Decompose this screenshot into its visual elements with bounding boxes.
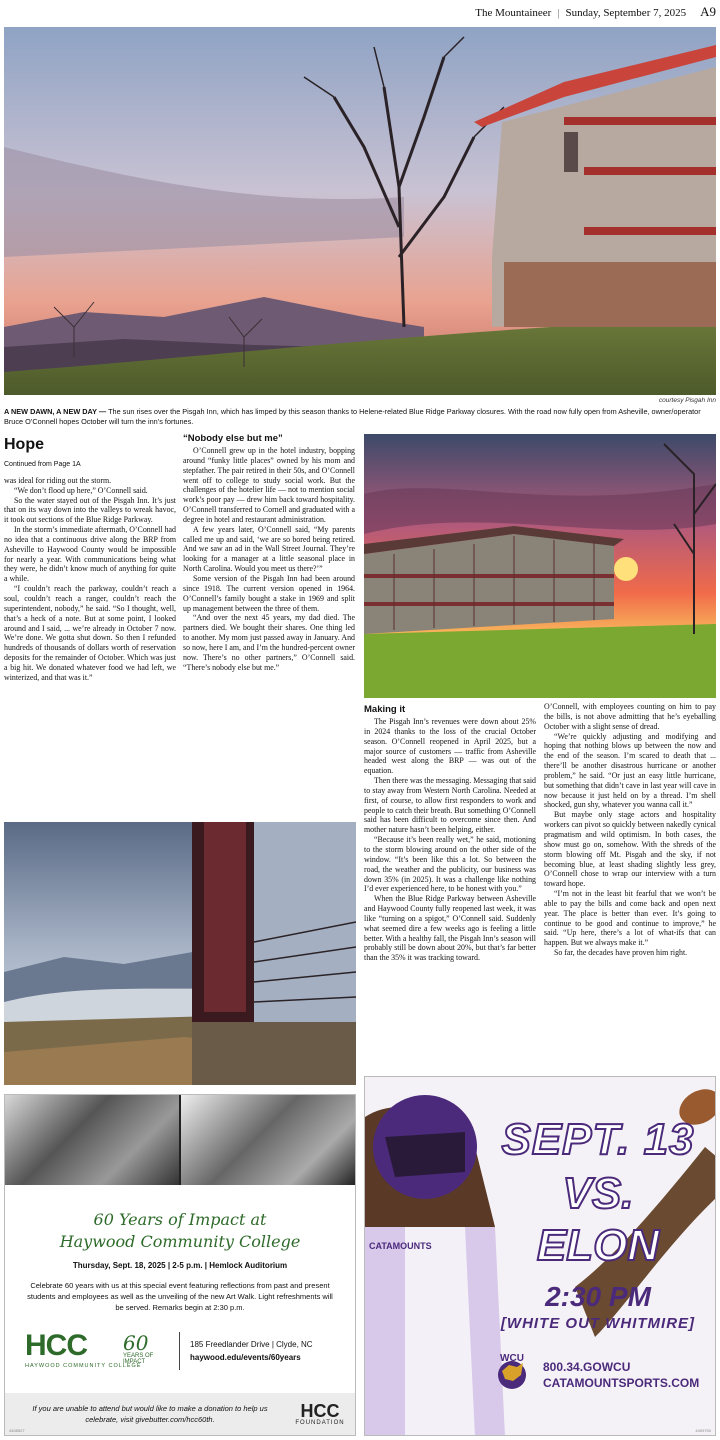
versus: VS. [562, 1169, 634, 1218]
hcc-logo-60: 60 [123, 1331, 149, 1355]
hcc-logo-letters: HCC [25, 1329, 87, 1362]
paragraph: “I couldn’t reach the parkway, couldn’t reach a soul, couldn’t reach a ranger, couldn’t reach the superintendent, nobody,” he said. “So I thought, well, that’s a heck of a note. But at some point, I looked around and I said, ... we’re already in October 7 now. We’re done. We gotta shut down. So then I refunded hundreds of thousands of dollars worth of reservation deposits for the remainder of October. Which was just a big hit. We donated whatever food we had left, we winterized, and that was it.” [4, 584, 176, 682]
paragraph: “We don’t flood up here,” O’Connell said. [14, 485, 148, 495]
paragraph: was ideal for riding out the storm. [4, 475, 112, 485]
paragraph: The Pisgah Inn’s revenues were down about 25% in 2024 thanks to the loss of the crucial October season. O’Connell reopened in April 2025, but a major source of customers — traffic from Asheville headed west along the BRP — was out of the equation. [364, 717, 536, 776]
paragraph: So far, the decades have proven him right. [554, 948, 688, 958]
hcc-event-description: Celebrate 60 years with us at this special event featuring reflections from past and present students and employees as well as the unveiling of the new Art Walk. Light refreshments will be served. Remarks begin at 2:30 p.m. [27, 1281, 333, 1312]
hcc-logo [25, 1331, 167, 1371]
paragraph: In the storm’s immediate aftermath, O’Connell had no idea that a continuous drive along the BRP from Asheville to Haywood County would be impossible for nearly a year. With communications being what they were, he didn’t know much of anything for quite a while. [4, 525, 176, 584]
paragraph: When the Blue Ridge Parkway between Asheville and Haywood County fully reopened last week, it was like “turning on a spigot,” O’Connell said. Suddenly what seemed dire a few weeks ago is feeling a little better. With a healthy fall, the Pisgah Inn’s season will probably still be down about 20%, but that’s far better than the 35% it was tracking toward. [364, 894, 536, 963]
photo-balcony-view [4, 822, 356, 1085]
issue-date: Sunday, September 7, 2025 [565, 7, 687, 19]
cutline-text: The sun rises over the Pisgah Inn, which has limped by this season thanks to Helene-related Blue Ridge Parkway closures. With the road now fully open from Asheville, owner/operator Bruce O’Connell hopes October will turn the inn’s fortunes. [4, 407, 701, 426]
paragraph: O’Connell grew up in the hotel industry, bopping around “funky little places” owned by his mom and stepfather. The pair retired in their 50s, and O’Connell went off to college to study social work. But the challenges of the hotelier life — not to mention social work’s poor pay — drew him back toward hospitality. O’Connell transferred to Cornell and graduated with a degree in hotel and restaurant administration. [183, 446, 355, 524]
paragraph: So the water stayed out of the Pisgah Inn. It’s just that on its way down into the valleys to wreak havoc, it took out sections of the Blue Ridge Parkway. [4, 495, 176, 525]
hcc-ad-title [5, 1209, 355, 1253]
game-time: 2:30 PM [545, 1281, 651, 1312]
jump-line: Continued from Page 1A [4, 461, 81, 468]
hcc-title-line-1: 60 Years of Impact at [93, 1210, 267, 1229]
hcc-donation-text: If you are unable to attend but would like to make a donation to help us celebrate, visit givebutter.com/hcc60th. [32, 1404, 268, 1424]
foundation-logo-letters: HCC [300, 1401, 340, 1421]
opponent: ELON [536, 1221, 660, 1270]
paragraph: Then there was the messaging. Messaging that said to stay away from Western North Carolina. Needed at first, of course, to allow first responders to work and people to catch their breath. But something O’Connell said has been difficult to overcome since then. And mother nature hasn’t been helping, either. [364, 776, 536, 835]
paragraph: “And over the next 45 years, my dad died. The partners died. We bought their shares. One thing led to another. My mom just passed away in January. And so now, here I am, and I’m the hundred-percent owner now. There’s no other partners,” O’Connell said. “There’s nobody else but me.” [183, 613, 355, 672]
foundation-label: FOUNDATION [295, 1420, 345, 1426]
article-column-2 [183, 433, 355, 803]
hcc-address: 185 Freedlander Drive | Clyde, NC [190, 1340, 313, 1349]
article-column-4 [544, 702, 716, 1068]
header-separator: | [557, 7, 560, 19]
wcu-phone[interactable]: 800.34.GOWCU [543, 1360, 631, 1374]
paragraph: “We’re quickly adjusting and modifying and hoping that nothing blows up between the now and the end of the season. I’m scared to death that ... there’ll be another disastrous hurricane or another problem,” he said. “Or just an easy little hurricane, but something that didn’t cave in last year will cave in now because it just held on by a thread. I’m shell shocked, gun shy, whatever you wanna call it.” [544, 731, 716, 810]
page-number: A9 [700, 4, 716, 19]
hcc-event-when: Thursday, Sept. 18, 2025 | 2-5 p.m. | Hemlock Auditorium [72, 1261, 288, 1270]
ad-code: 4409750 [695, 1428, 711, 1433]
paragraph: “I’m not in the least bit fearful that we won’t be able to pay the bills and come back and open next year. The place is better than ever. It’s going to continue to be good and continue to improve,” he said. “Up here, there’s a lot of what-ifs that can happen. But we always make it.” [544, 889, 716, 948]
subhead-making-it: Making it [364, 704, 406, 715]
wcu-contact [543, 1359, 699, 1391]
paragraph: Some version of the Pisgah Inn had been around since 1918. The current version opened in 1964. O’Connell’s family bought a stake in 1969 and split up management between the three of them. [183, 573, 355, 613]
hcc-foundation-logo [285, 1402, 355, 1426]
hcc-donation-footer [5, 1393, 355, 1435]
cutline-lead: A NEW DAWN, A NEW DAY — [4, 407, 107, 416]
main-photo-pisgah-inn-sunrise [4, 27, 716, 395]
historic-photo-workshop [181, 1095, 355, 1185]
wcu-football-ad [364, 1076, 716, 1436]
wcu-website[interactable]: CATAMOUNTSPORTS.COM [543, 1376, 700, 1390]
photo-inn-sunset [364, 434, 716, 698]
photo-cutline [4, 407, 716, 426]
subhead-nobody-else: “Nobody else but me” [183, 433, 283, 444]
hcc-logo-name: HAYWOOD COMMUNITY COLLEGE [25, 1363, 142, 1369]
hcc-contact [190, 1338, 313, 1364]
game-date: SEPT. 13 [501, 1115, 695, 1164]
article-column-1 [4, 436, 176, 806]
event-theme: [WHITE OUT WHITMIRE] [500, 1315, 696, 1332]
hcc-logo-years: YEARS OF IMPACT [123, 1353, 154, 1365]
jersey-text: CATAMOUNTS [369, 1241, 432, 1251]
hcc-logo-row [25, 1331, 335, 1371]
wcu-logo-text: WCU [500, 1353, 524, 1364]
hcc-historic-photos [5, 1095, 355, 1185]
article-column-3 [364, 704, 536, 1070]
divider [179, 1332, 180, 1370]
hcc-title-line-2: Haywood Community College [59, 1232, 301, 1251]
paragraph: A few years later, O’Connell said, “My parents called me up and said, ‘we are so bored being retired. And we saw an ad in the Wall Street Journal. They’re looking for a manager at a little seasonal place in North Carolina. Would you meet us there?’” [183, 524, 355, 574]
wcu-catamount-logo [487, 1351, 537, 1391]
paragraph: O’Connell, with employees counting on him to pay the bills, is not above admitting that he’s eyeballing October with a slight sense of dread. [544, 702, 716, 731]
paragraph: “Because it’s been really wet,” he said, motioning to the storm blowing around on the other side of the window. “It’s been like this a lot. So between the road, the weather and the publicity, our business was down 35% (in 2025). It was a challenge like nothing I’d ever experienced here, to be honest with you.” [364, 835, 536, 894]
publication-name: The Mountaineer [475, 7, 552, 19]
hcc-60-years-ad [4, 1094, 356, 1436]
photo-credit: courtesy Pisgah Inn [658, 397, 716, 404]
hcc-event-url[interactable]: haywood.edu/events/60years [190, 1353, 301, 1362]
page-header [4, 4, 716, 22]
paragraph: But maybe only stage actors and hospitality workers can pivot so quickly between nakedly cynical pragmatism and wild optimism. In both cases, the show must go on, somehow. With the shreds of the storm blowing off Mt. Pisgah and the sky, if not becoming blue, at least shading slightly less grey, O’Connell chose to wrap our interview with a turn toward hope. [544, 810, 716, 889]
ad-code: 4408527 [9, 1428, 25, 1433]
article-headline: Hope [4, 436, 44, 453]
historic-photo-classroom [5, 1095, 179, 1185]
